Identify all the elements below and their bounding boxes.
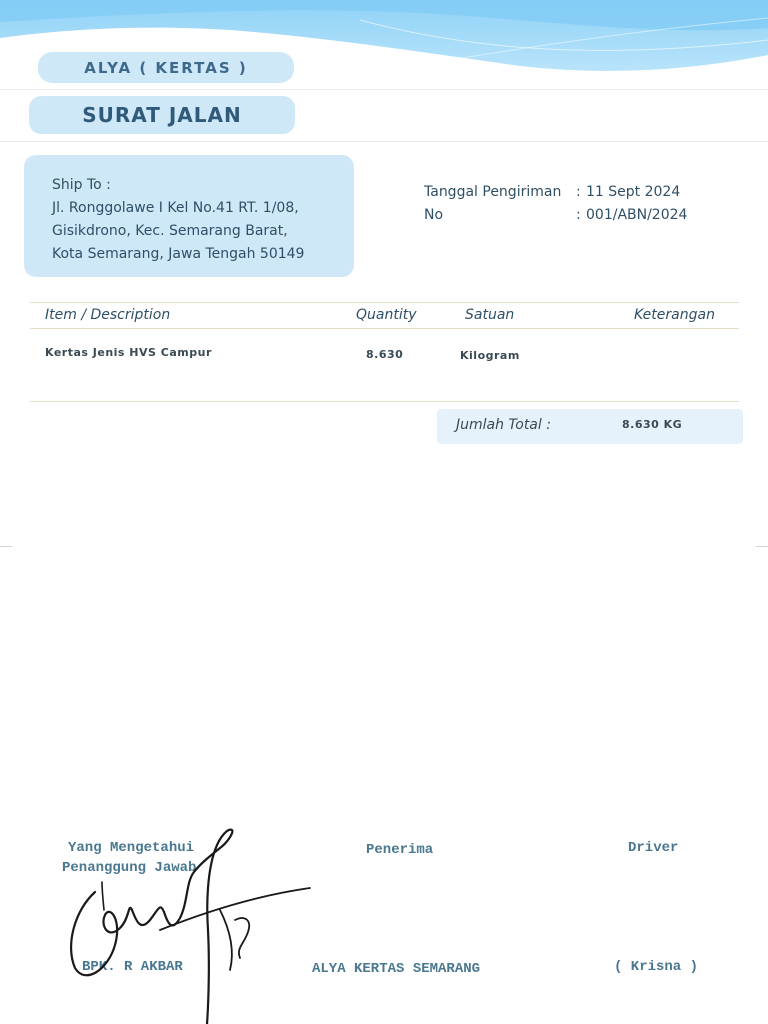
signature-title-recipient: Penerima bbox=[366, 842, 434, 858]
ship-to-address-line: Gisikdrono, Kec. Semarang Barat, bbox=[52, 223, 288, 239]
document-number-value: 001/ABN/2024 bbox=[586, 207, 688, 223]
page-edge-mark bbox=[0, 546, 12, 547]
company-name-badge: ALYA ( KERTAS ) bbox=[38, 52, 294, 83]
total-label: Jumlah Total : bbox=[456, 417, 551, 433]
ship-to-label: Ship To : bbox=[52, 177, 111, 193]
total-value: 8.630 KG bbox=[622, 418, 683, 431]
colon: : bbox=[576, 207, 581, 223]
shipment-date-value: 11 Sept 2024 bbox=[586, 184, 681, 200]
document-number-label: No bbox=[424, 207, 444, 223]
signature-name-driver: ( Krisna ) bbox=[614, 959, 699, 975]
ship-to-address-line: Jl. Ronggolawe I Kel No.41 RT. 1/08, bbox=[52, 200, 299, 216]
title-divider bbox=[0, 141, 768, 142]
ship-to-box bbox=[24, 155, 354, 277]
column-header-quantity: Quantity bbox=[356, 307, 417, 323]
row-unit: Kilogram bbox=[460, 349, 520, 362]
signature-name-recipient: ALYA KERTAS SEMARANG bbox=[312, 961, 481, 977]
signature-title-responsible: Penanggung Jawab bbox=[62, 860, 197, 876]
page-edge-mark bbox=[756, 546, 768, 547]
column-header-unit: Satuan bbox=[465, 307, 515, 323]
signature-name-responsible: BPK. R AKBAR bbox=[82, 959, 183, 975]
ship-to-address-line: Kota Semarang, Jawa Tengah 50149 bbox=[52, 246, 305, 262]
signature-title-driver: Driver bbox=[628, 840, 679, 856]
table-header-rule bbox=[30, 328, 739, 329]
header-divider bbox=[0, 89, 768, 90]
column-header-item: Item / Description bbox=[45, 307, 171, 323]
colon: : bbox=[576, 184, 581, 200]
document-title: SURAT JALAN bbox=[29, 96, 295, 134]
row-item-description: Kertas Jenis HVS Campur bbox=[45, 346, 212, 359]
handwritten-signature bbox=[60, 820, 320, 1024]
table-top-rule bbox=[30, 302, 739, 303]
table-bottom-rule bbox=[30, 401, 739, 402]
total-box bbox=[437, 409, 743, 444]
shipment-date-label: Tanggal Pengiriman bbox=[424, 184, 562, 200]
column-header-note: Keterangan bbox=[634, 307, 715, 323]
signature-title-acknowledged: Yang Mengetahui bbox=[68, 840, 195, 856]
row-quantity: 8.630 bbox=[366, 348, 404, 361]
